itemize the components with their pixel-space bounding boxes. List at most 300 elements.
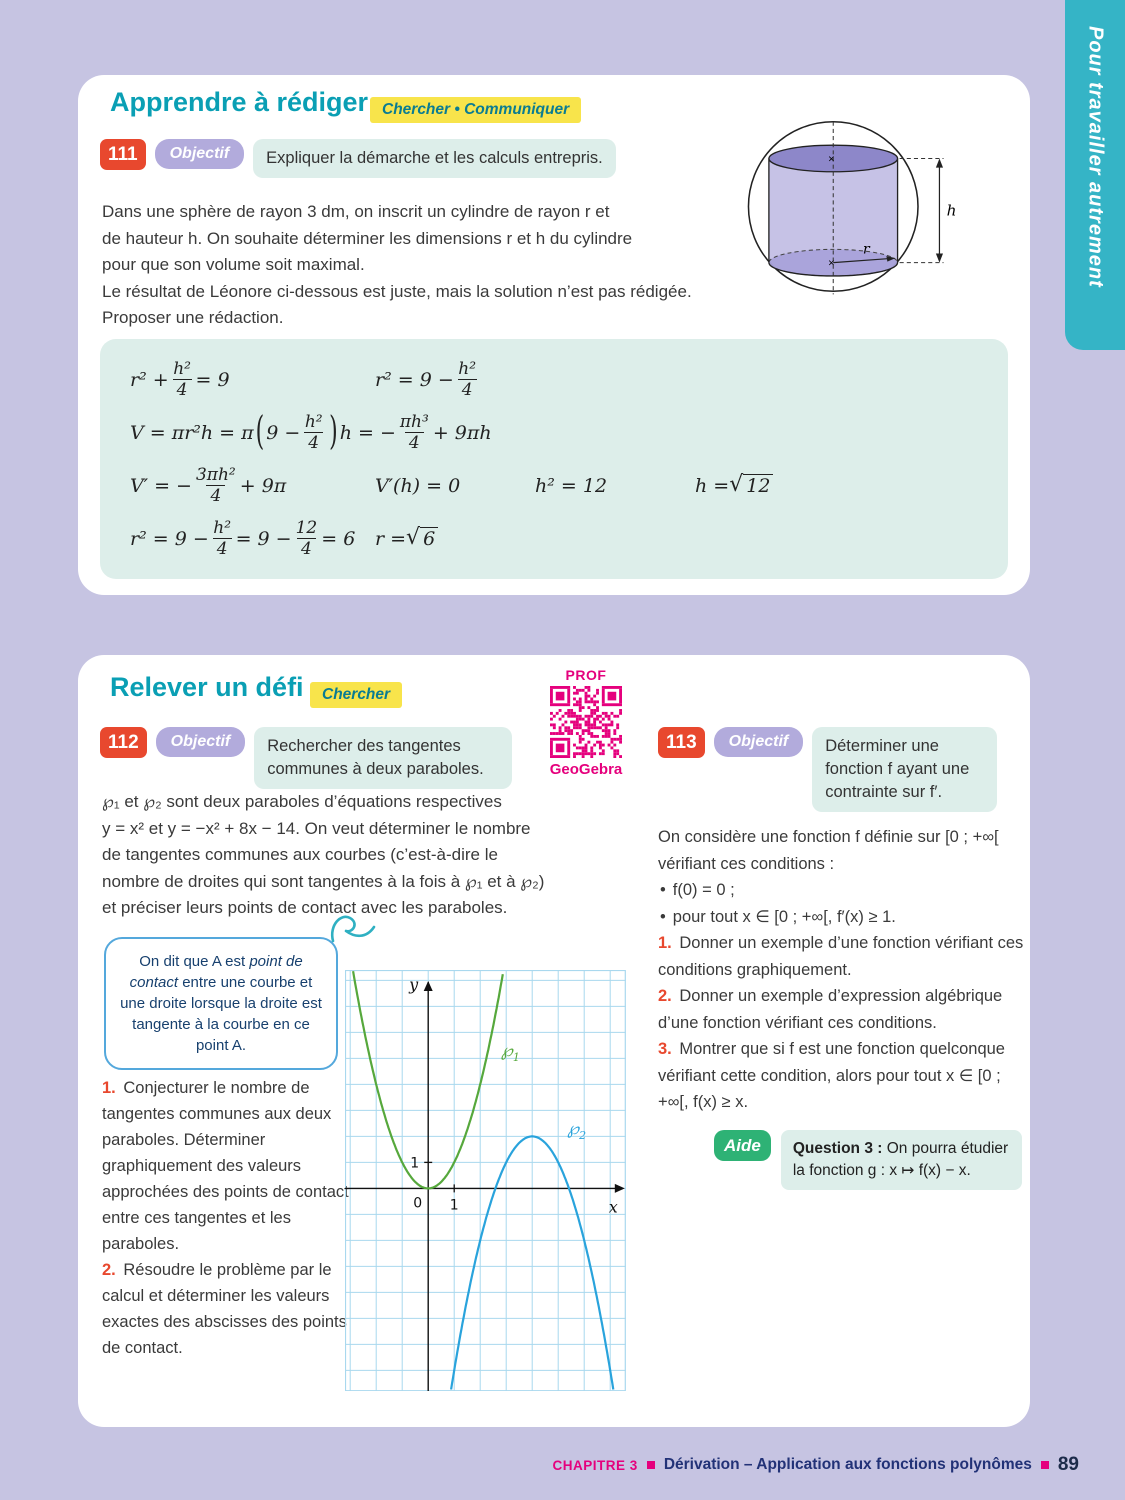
math-text: = 9 [195,368,230,391]
question-text: Donner un exemple d’expression algébrique d’une fonction vérifiant ces conditions. [658,987,1003,1032]
qr-module [576,689,579,692]
math-text: V = πr²h = π [130,421,254,444]
qr-module [610,721,613,724]
qr-module [587,726,590,729]
qr-module [573,703,576,706]
qr-module [550,686,570,689]
qr-module [559,718,562,721]
fraction [296,518,318,560]
qr-module [596,709,599,712]
qr-module [585,723,588,726]
aide-question-ref: Question 3 : [792,1139,883,1157]
qr-module [573,712,576,715]
qr-module [616,726,619,729]
qr-module [613,755,616,758]
math-expression [130,465,375,507]
fraction [400,412,429,454]
math-expression [535,475,695,497]
qr-module [619,712,622,715]
qr-module [602,718,605,721]
page-number: 89 [1057,1454,1079,1475]
qr-module [579,709,582,712]
qr-module [579,735,582,738]
footer-separator-square [1041,1461,1049,1469]
qr-module [599,744,602,747]
qr-module [605,735,608,738]
qr-module [587,715,590,718]
card-apprendre-a-rediger [78,75,1030,595]
qr-module [585,686,588,689]
qr-module [590,752,593,755]
section-title: Apprendre à rédiger [110,87,369,117]
statement-line: et préciser leurs points de contact avec les paraboles. [102,898,508,917]
qr-module [602,712,605,715]
qr-module [576,718,579,721]
qr-module [587,752,590,755]
qr-module [602,703,622,706]
qr-module [573,744,576,747]
section-title: Relever un défi [110,672,304,702]
math-expression [130,359,375,401]
qr-module [596,718,599,721]
bullet-marker: • [660,881,666,899]
qr-module [570,721,573,724]
statement-line: ℘₁ et ℘₂ sont deux paraboles d’équations respectives [102,792,502,811]
exercise-statement [102,199,722,332]
qr-module [593,735,596,738]
qr-module [593,744,596,747]
qr-module [605,712,608,715]
qr-module [550,738,570,741]
qr-module [590,700,593,703]
qr-module [567,712,570,715]
qr-module [579,718,582,721]
qr-module [590,755,593,758]
bullet-item [658,904,1024,931]
fraction [213,518,232,560]
chapter-label: CHAPITRE 3 [552,1457,638,1473]
qr-module [610,741,613,744]
footer-separator-square [647,1461,655,1469]
qr-bottom-label: GeoGebra [549,761,623,778]
questions-112 [102,1075,356,1361]
parenthesis: ) [329,410,338,455]
radius-label: r [862,241,870,258]
qr-module [596,735,599,738]
qr-module [562,732,565,735]
math-text: h = [695,474,730,497]
qr-module [564,721,567,724]
qr-module [616,715,619,718]
qr-module [585,746,588,749]
parenthesis: ( [255,410,265,455]
denominator: 4 [304,432,323,453]
qr-module [590,723,593,726]
qr-module [608,718,611,721]
qr-module [579,703,582,706]
radical-sign: √ [406,525,421,551]
qr-module [567,709,570,712]
qr-module [605,732,608,735]
qr-module [619,735,622,738]
question-text: Résoudre le problème par le calcul et déterminer les valeurs exactes des abscisses des points de contact. [102,1261,347,1357]
math-text: h = − [339,421,396,444]
skills-tag: Chercher • Communiquer [370,97,581,123]
exercise-number-badge: 111 [100,139,146,170]
qr-module [613,738,616,741]
qr-module [587,741,590,744]
qr-module [579,746,582,749]
question-text: Donner un exemple d’une fonction vérifiant ces conditions graphiquement. [658,934,1024,979]
question-text: Conjecturer le nombre de tangentes communes aux deux paraboles. Déterminer graphiquement des valeurs approchées des points de contact entre ces tangentes et les paraboles. [102,1079,349,1253]
qr-module [590,715,593,718]
qr-module [585,721,588,724]
aide-row [714,1130,1022,1190]
sphere-cylinder-diagram [726,107,966,307]
math-text: r² = 9 − [375,368,454,391]
origin-label: 0 [413,1195,423,1212]
qr-module [564,726,567,729]
qr-module [613,715,616,718]
qr-module [608,735,611,738]
qr-module [619,689,622,703]
statement-line: Proposer une rédaction. [102,308,284,327]
qr-module [579,715,582,718]
qr-module [616,723,619,726]
objectif-badge: Objectif [714,727,804,757]
qr-module [593,726,596,729]
math-row [130,518,978,560]
exercise-header-113 [658,727,1030,812]
qr-module [599,715,602,718]
qr-module [582,738,585,741]
question-number: 1. [102,1079,116,1097]
statement-line: On considère une fonction f définie sur [0 ; +∞[ vérifiant ces conditions : [658,828,999,873]
bullet-marker: • [660,907,666,926]
center-mark-top: × [828,153,835,166]
qr-module [596,689,599,692]
height-arrow-bottom [936,253,943,262]
qr-module [590,732,593,735]
qr-module [596,715,599,718]
qr-module [596,706,599,709]
qr-module [599,726,602,729]
denominator: 4 [458,379,477,400]
math-expression [695,473,773,497]
qr-module [553,715,556,718]
qr-module [559,732,562,735]
qr-module [619,755,622,758]
qr-module [602,729,605,732]
math-row [130,412,978,454]
math-text: r² = 9 − [130,527,209,550]
question-number: 1. [658,934,672,952]
qr-module [567,689,570,703]
callout-emphasis: point de contact [129,953,303,991]
qr-module [582,732,585,735]
qr-module [573,721,576,724]
qr-module [613,729,616,732]
qr-module [550,703,570,706]
qr-module [593,752,596,755]
qr-module [605,723,608,726]
aide-text: On pourra étudier la fonction g : x ↦ f(x) − x. [792,1139,1009,1179]
qr-module [590,709,593,712]
qr-module [576,715,579,718]
question-number: 2. [102,1261,116,1279]
qr-module [556,692,565,701]
qr-module [570,715,573,718]
qr-module [585,749,588,752]
qr-module [605,729,608,732]
qr-module [587,695,590,698]
math-text: V′(h) = 0 [375,474,461,497]
height-arrow-top [936,158,943,167]
graph-canvas [345,970,626,1391]
qr-module [608,732,611,735]
x-axis-arrow [615,1184,625,1193]
math-expression [375,526,438,550]
math-row [130,465,978,507]
qr-module [576,746,579,749]
qr-module [608,715,611,718]
qr-module [602,723,605,726]
qr-module [599,741,602,744]
geogebra-qr-block [526,667,646,778]
qr-module [585,752,588,755]
qr-module [562,715,565,718]
qr-module [613,752,616,755]
qr-module [613,749,616,752]
definition-callout [104,937,338,1070]
qr-module [590,746,593,749]
qr-module [593,718,596,721]
math-text: = 9 − [235,527,292,550]
statement-line: Dans une sphère de rayon 3 dm, on inscrit un cylindre de rayon r et [102,202,610,221]
objectif-badge: Objectif [155,139,245,169]
qr-module [602,735,605,738]
exercise-113-column [658,727,1030,1190]
qr-module [593,712,596,715]
exercise-header-112 [100,727,512,789]
qr-module [596,700,599,703]
statement-line: y = x² et y = −x² + 8x − 14. On veut déterminer le nombre [102,818,531,838]
statement-line: de tangentes communes aux courbes (c’est-à-dire le [102,845,498,864]
x-tick-label: 1 [449,1197,459,1214]
qr-module [576,726,579,729]
math-text: + 9πh [432,421,492,444]
page-footer [553,1454,1079,1476]
denominator: 4 [173,379,192,400]
curve-label-P2: $℘_2$ [567,1118,587,1142]
qr-module [573,715,576,718]
denominator: 4 [405,432,424,453]
qr-module [582,706,585,709]
side-banner-text: Pour travailler autrement [1084,26,1107,288]
radical-sign: √ [729,472,744,498]
qr-module [573,752,576,755]
callout-text-post: entre une courbe et une droite lorsque la droite est tangente à la courbe en ce point A. [120,974,322,1054]
denominator: 4 [206,485,225,506]
qr-module [593,695,596,698]
side-banner [1065,0,1125,350]
qr-module [587,729,590,732]
qr-module [576,692,579,695]
qr-module [587,732,590,735]
qr-module [579,723,582,726]
square-root [729,473,773,497]
aide-box [781,1130,1022,1190]
decorative-squiggle [328,909,380,947]
qr-module [576,703,579,706]
qr-module [596,692,599,695]
qr-module [550,712,553,715]
qr-module [553,726,556,729]
question-text: Montrer que si f est une fonction quelconque vérifiant cette condition, alors pour tout x ∈ [0 ; +∞[, f(x) ≥ x. [658,1040,1005,1111]
radicand: 12 [743,474,773,497]
qr-module [602,689,605,703]
math-text: r² + [130,368,169,391]
qr-module [556,744,565,753]
y-axis-arrow [424,981,433,991]
radicand: 6 [420,527,438,550]
question-item [102,1257,356,1361]
objective-text: Expliquer la démarche et les calculs entrepris. [253,139,616,178]
qr-module [596,741,599,744]
y-axis-label: y [409,975,419,994]
qr-module [587,706,590,709]
qr-module [553,723,556,726]
exercise-number-badge: 113 [658,727,705,758]
denominator: 4 [213,538,232,559]
qr-module [608,723,611,726]
qr-module [550,718,553,721]
qr-module [593,703,596,706]
math-expression [130,518,375,560]
qr-module [602,744,605,747]
qr-module [556,712,559,715]
skills-tag: Chercher [310,682,402,708]
qr-module [616,749,619,752]
math-text: = 6 [321,527,356,550]
qr-module [570,709,573,712]
squiggle-path [332,917,374,941]
qr-module [573,755,576,758]
qr-module [619,709,622,712]
qr-module [564,712,567,715]
numerator: h² [304,411,323,432]
qr-module [613,744,616,747]
numerator: h² [213,517,232,538]
qr-module [582,689,585,692]
qr-module [602,752,605,755]
qr-module [605,715,608,718]
qr-module [582,752,585,755]
numerator: h² [458,358,477,379]
objective-text: Déterminer une fonction f ayant une contrainte sur f′. [812,727,997,812]
qr-module [559,729,562,732]
qr-module [613,732,616,735]
qr-module [550,723,553,726]
qr-module [616,738,619,741]
statement-line: de hauteur h. On souhaite déterminer les dimensions r et h du cylindre [102,228,633,248]
qr-module [576,732,579,735]
aide-badge: Aide [714,1130,771,1161]
qr-module [610,738,613,741]
bullet-text: pour tout x ∈ [0 ; +∞[, f′(x) ≥ 1. [672,907,896,926]
math-expression [375,475,535,497]
plot-frame [346,971,626,1391]
math-work-block [100,339,1008,579]
qr-module [587,689,590,692]
qr-module [556,732,559,735]
statement-line: nombre de droites qui sont tangentes à la fois à ℘₁ et à ℘₂) [102,871,545,891]
qr-module [610,746,613,749]
chapter-title: Dérivation – Application aux fonctions polynômes [663,1456,1032,1473]
qr-module [573,726,576,729]
math-row [130,359,978,401]
question-number: 2. [658,987,672,1005]
parabolas-graph [345,970,626,1391]
objective-text: Rechercher des tangentes communes à deux paraboles. [254,727,512,789]
qr-module [610,712,613,715]
question-number: 3. [658,1040,672,1058]
qr-module [590,749,593,752]
qr-module [599,752,602,755]
qr-module [599,746,602,749]
qr-module [593,723,596,726]
center-mark-bottom: × [828,257,835,270]
qr-module [579,726,582,729]
qr-module [579,738,582,741]
qr-module [585,692,588,695]
qr-module [585,698,588,701]
qr-module [599,721,602,724]
math-text: V′ = − [130,474,192,497]
qr-module [587,723,590,726]
qr-module [608,692,617,701]
qr-module [582,718,585,721]
fraction [304,412,323,454]
qr-code [550,686,622,758]
qr-module [619,738,622,741]
exercise-statement [102,789,647,922]
fraction [196,465,236,507]
height-label: h [946,201,957,220]
question-item [658,1036,1024,1116]
math-text: + 9π [239,474,287,497]
qr-module [585,695,588,698]
qr-module [567,715,570,718]
qr-module [602,686,622,689]
qr-module [573,698,576,701]
qr-module [587,700,590,703]
math-expression [130,412,492,454]
question-item [658,930,1024,983]
math-expression [375,359,481,401]
qr-module [602,749,605,752]
qr-module [579,741,582,744]
qr-module [579,689,582,692]
qr-module [590,698,593,701]
callout-text-pre: On dit que A est [139,953,250,970]
x-axis-label: x [608,1197,618,1217]
denominator: 4 [297,538,316,559]
exercise-number-badge: 112 [100,727,147,758]
qr-module [585,715,588,718]
numerator: 12 [295,517,318,538]
qr-module [579,700,582,703]
